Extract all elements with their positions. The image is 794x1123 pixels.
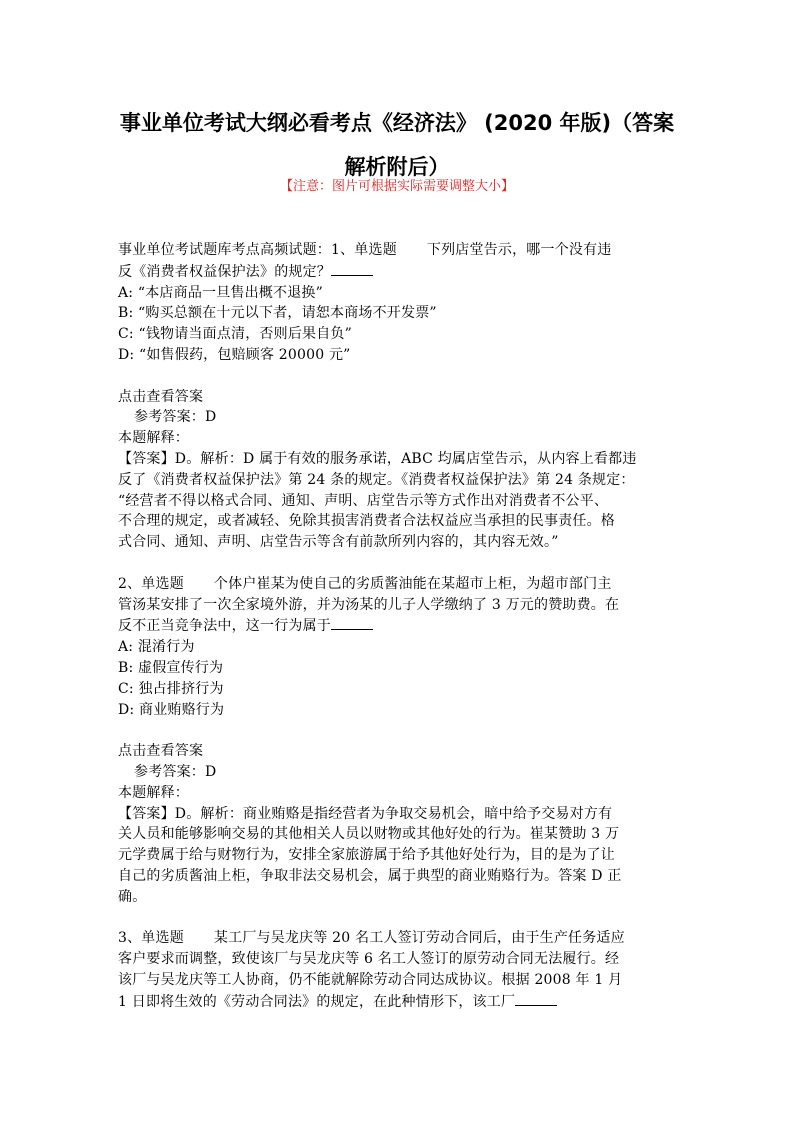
q1-stem-line2: 反《消费者权益保护法》的规定？: [118, 261, 680, 283]
q2-option: B: 虚假宣传行为: [118, 659, 224, 676]
title-line-2: 解析附后）: [344, 155, 450, 179]
q1-explain-label: 本题解释：: [118, 430, 189, 447]
q2-analysis-line: 确。: [118, 888, 147, 905]
q2-stem-line1: 2、单选题 个体户崔某为使自己的劣质酱油能在某超市上柜，为超市部门主: [118, 575, 612, 592]
q2-reference-answer: 参考答案：D: [134, 763, 217, 780]
q3-stem-line3: 该厂与吴龙庆等工人协商，仍不能就解除劳动合同达成协议。根据 2008 年 1 月: [118, 971, 623, 988]
q2-option: A: 混淆行为: [118, 639, 195, 656]
answer-blank: [331, 615, 373, 630]
q1-analysis-line: 【答案】D。解析：D 属于有效的服务承诺，ABC 均属店堂告示，从内容上看都违: [118, 450, 637, 467]
answer-blank: [515, 991, 557, 1006]
q3-stem-line2: 客户要求而调整，致使该厂与吴龙庆等 6 名工人签订的原劳动合同无法履行。经: [118, 951, 620, 968]
q1-option: A: “本店商品一旦售出概不退换”: [118, 284, 323, 301]
q2-view-answer-link[interactable]: 点击查看答案: [118, 743, 204, 760]
document-title: [100, 101, 694, 189]
q2-analysis-line: 元学费属于给与财物行为，安排全家旅游属于给予其他好处行为，目的是为了让: [118, 847, 615, 864]
q1-reference-answer: 参考答案：D: [134, 409, 217, 426]
q2-analysis-line: 【答案】D。解析：商业贿赂是指经营者为争取交易机会，暗中给予交易对方有: [118, 805, 613, 822]
q1-analysis-line: “经营者不得以格式合同、通知、声明、店堂告示等方式作出对消费者不公平、: [118, 492, 609, 509]
q3-stem-line1: 3、单选题 某工厂与吴龙庆等 20 名工人签订劳动合同后，由于生产任务适应: [118, 930, 625, 947]
document-body: [118, 240, 680, 1012]
q1-option: D: “如售假药，包赔顾客 20000 元”: [118, 346, 351, 363]
answer-blank: [331, 261, 373, 276]
q2-analysis-line: 自己的劣质酱油上柜，争取非法交易机会，属于典型的商业贿赂行为。答案 D 正: [118, 867, 622, 884]
q1-stem-line1: 事业单位考试题库考点高频试题：1、单选题 下列店堂告示，哪一个没有违: [118, 242, 612, 258]
q1-view-answer-link[interactable]: 点击查看答案: [118, 388, 204, 405]
q2-option: D: 商业贿赂行为: [118, 701, 225, 718]
q1-analysis-line: 反了《消费者权益保护法》第 24 条的规定。《消费者权益保护法》第 24 条规定：: [118, 471, 635, 488]
title-line-1: 事业单位考试大纲必看考点《经济法》 (2020 年版)（答案: [119, 111, 675, 135]
q2-analysis-line: 关人员和能够影响交易的其他相关人员以财物或其他好处的行为。崔某赞助 3 万: [118, 826, 620, 843]
q3-stem-line4: 1 日即将生效的《劳动合同法》的规定，在此种情形下，该工厂: [118, 991, 680, 1013]
q2-stem-line2: 管汤某安排了一次全家境外游，并为汤某的儿子人学缴纳了 3 万元的赞助费。在: [118, 596, 620, 613]
q1-option: B: “购买总额在十元以下者，请恕本商场不开发票”: [118, 305, 437, 322]
q2-stem-line3: 反不正当竞争法中，这一行为属于: [118, 615, 680, 637]
q2-option: C: 独占排挤行为: [118, 680, 224, 697]
q1-option: C: “钱物请当面点清，否则后果自负”: [118, 326, 352, 343]
resize-note: 【注意：图片可根据实际需要调整大小】: [279, 179, 514, 194]
q1-analysis-line: 不合理的规定，或者减轻、免除其损害消费者合法权益应当承担的民事责任。格: [118, 513, 615, 530]
q2-explain-label: 本题解释：: [118, 784, 189, 801]
q1-analysis-line: 式合同、通知、声明、店堂告示等含有前款所列内容的，其内容无效。”: [118, 534, 559, 551]
